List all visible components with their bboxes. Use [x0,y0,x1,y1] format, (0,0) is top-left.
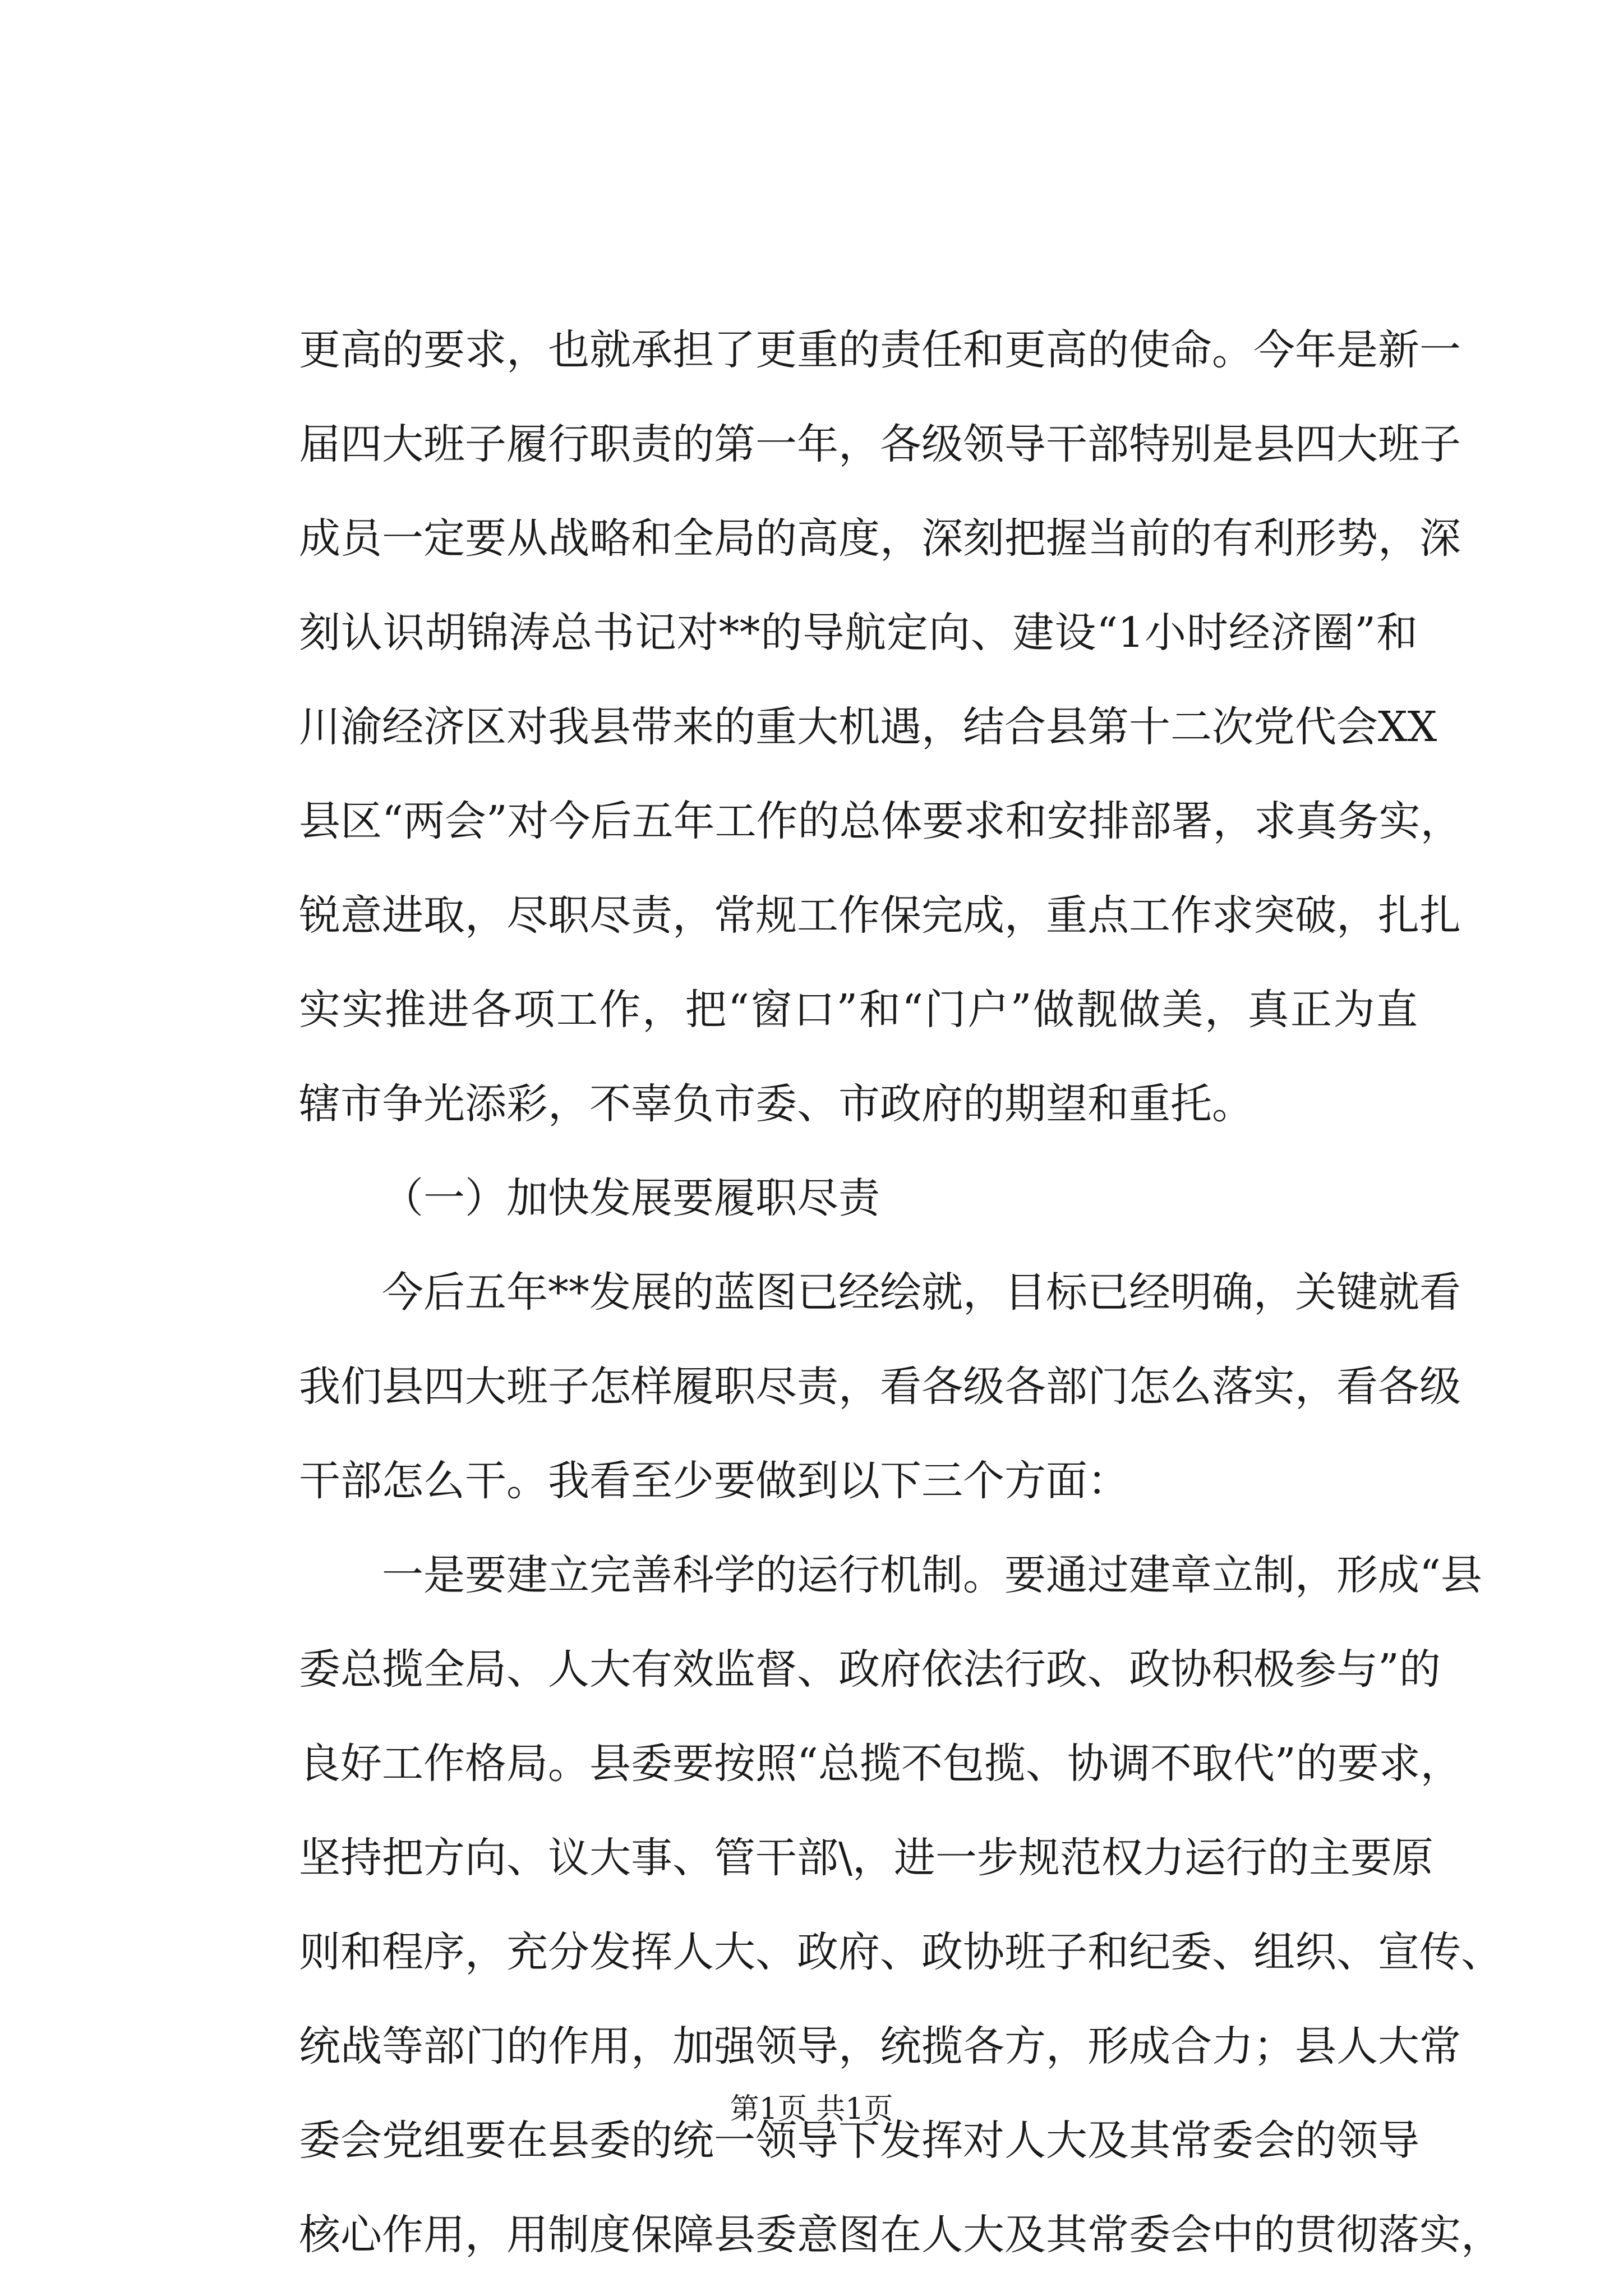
text-line: 实实推进各项工作，把“窗口”和“门户”做靓做美，真正为直 [299,986,1418,1034]
text-line: 刻认识胡锦涛总书记对**的导航定向、建设“1小时经济圈”和 [299,609,1418,657]
text-line: 今后五年**发展的蓝图已经绘就，目标已经明确，关键就看 [382,1268,1461,1317]
text-line: 统战等部门的作用，加强领导，统揽各方，形成合力；县人大常 [299,2022,1461,2070]
section-heading: （一）加快发展要履职尽责 [382,1174,880,1222]
text-line: 届四大班子履行职责的第一年，各级领导干部特别是县四大班子 [299,420,1461,468]
text-line: 川渝经济区对我县带来的重大机遇，结合县第十二次党代会XX [299,703,1437,751]
text-line: 核心作用，用制度保障县委意图在人大及其常委会中的贯彻落实， [299,2211,1502,2259]
text-line: 良好工作格局。县委要按照“总揽不包揽、协调不取代”的要求， [299,1740,1462,1788]
text-line: 县区“两会”对今后五年工作的总体要求和安排部署，求真务实， [299,797,1462,845]
text-line: 则和程序，充分发挥人大、政府、政协班子和纪委、组织、宣传、 [299,1928,1502,1976]
text-line: 一是要建立完善科学的运行机制。要通过建章立制，形成“县 [382,1551,1482,1599]
page-number: 第1页 共1页 [730,2092,893,2126]
text-line: 委会党组要在县委的统一领导下发挥对人大及其常委会的领导 [299,2116,1419,2165]
text-line: 锐意进取，尽职尽责，常规工作保完成，重点工作求突破，扎扎 [299,891,1461,940]
text-line: 我们县四大班子怎样履职尽责，看各级各部门怎么落实，看各级 [299,1363,1461,1411]
text-line: 辖市争光添彩，不辜负市委、市政府的期望和重托。 [299,1080,1253,1128]
page-footer [0,2087,1623,2132]
text-line: 干部怎么干。我看至少要做到以下三个方面： [299,1457,1129,1505]
text-line: 更高的要求，也就承担了更重的责任和更高的使命。今年是新一 [299,326,1461,374]
document-body [299,303,1502,2282]
text-line: 委总揽全局、人大有效监督、政府依法行政、政协积极参与”的 [299,1645,1441,1694]
text-line: 成员一定要从战略和全局的高度，深刻把握当前的有利形势，深 [299,514,1461,563]
text-line: 坚持把方向、议大事、管干部\，进一步规范权力运行的主要原 [299,1834,1433,1882]
